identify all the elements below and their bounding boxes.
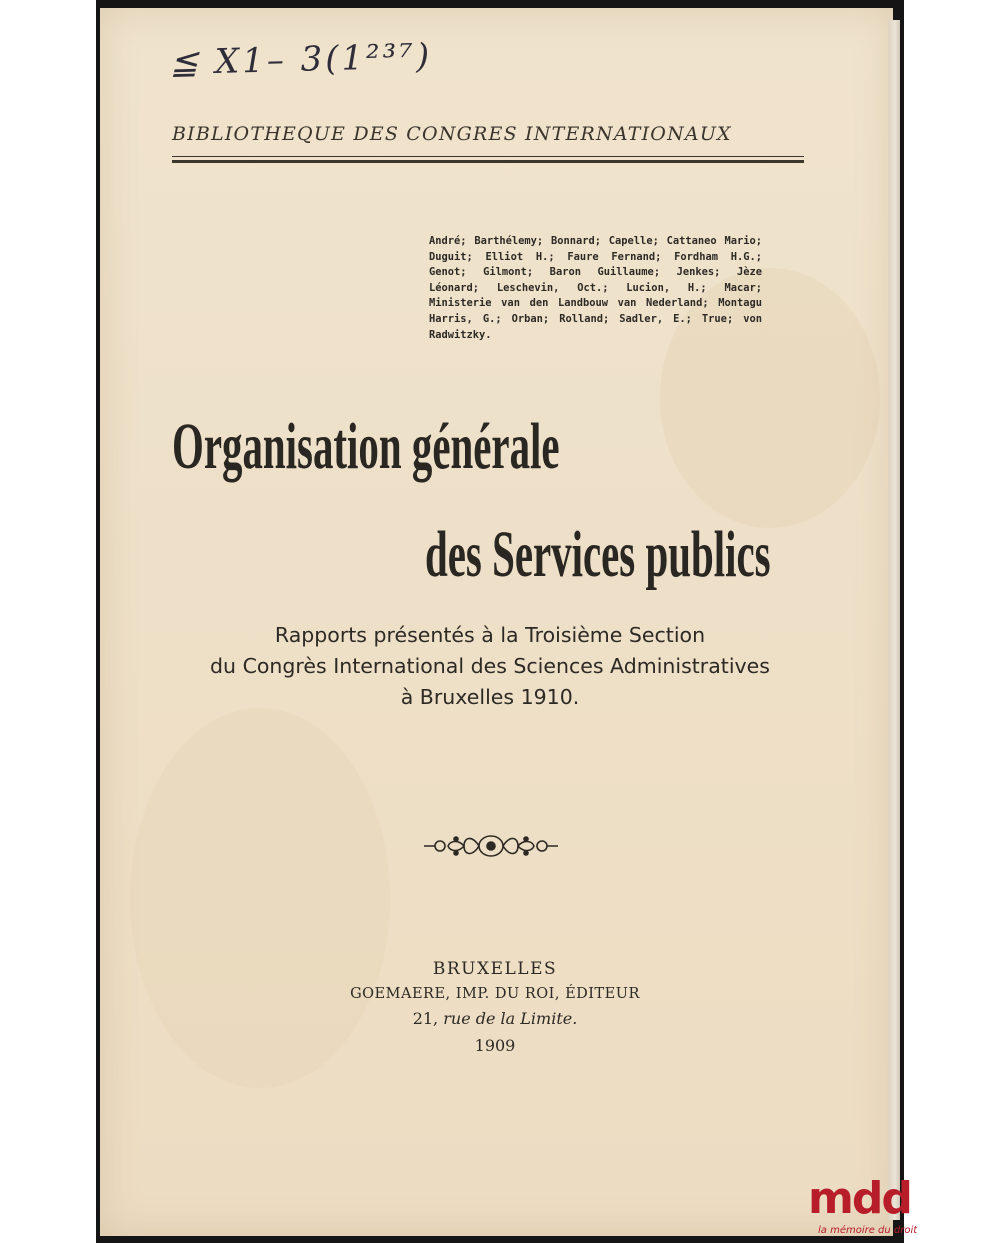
watermark-logo: [802, 1175, 998, 1243]
page-edge: [888, 20, 900, 1220]
author-list: André; Barthélemy; Bonnard; Capelle; Cattaneo Mario; Duguit; Elliot H.; Faure Fernand; Fordham H.G.; Genot; Gilmont; Baron Guillaume; Jenkes; Jèze Léonard; Leschevin, Oct.; Lucion, H.; Macar; Ministerie van den Landbouw van Nederland; Montagu Harris, G.; Orban; Rolland; Sadler, E.; True; von Radwitzky.: [429, 235, 762, 341]
series-title: BIBLIOTHEQUE DES CONGRES INTERNATIONAUX: [172, 123, 732, 145]
watermark-mark: mdd: [808, 1173, 911, 1224]
address-number: 21,: [412, 1009, 439, 1028]
imprint-publisher: GOEMAERE, IMP. DU ROI, ÉDITEUR: [350, 986, 640, 1002]
handwritten-shelfmark: ≦ X1– 3(1²³⁷): [169, 36, 433, 84]
address-street: rue de la Limite.: [443, 1009, 578, 1028]
subtitle-line-2: du Congrès International des Sciences Administratives: [210, 654, 770, 678]
imprint: [290, 956, 700, 1060]
fleuron-ornament-icon: [420, 829, 562, 863]
watermark-tagline: la mémoire du droit: [818, 1225, 918, 1236]
main-title-line-2: des Services publics: [425, 518, 771, 591]
subtitle: [140, 620, 840, 713]
subtitle-line-3: à Bruxelles 1910.: [400, 685, 580, 709]
imprint-year: 1909: [474, 1036, 516, 1055]
imprint-address: [290, 1006, 700, 1032]
main-title-line-1: Organisation générale: [172, 410, 560, 483]
subtitle-line-1: Rapports présentés à la Troisième Section: [274, 623, 706, 647]
divider-rule-thick: [172, 160, 804, 163]
imprint-city: BRUXELLES: [432, 959, 558, 979]
divider-rule: [172, 156, 804, 157]
